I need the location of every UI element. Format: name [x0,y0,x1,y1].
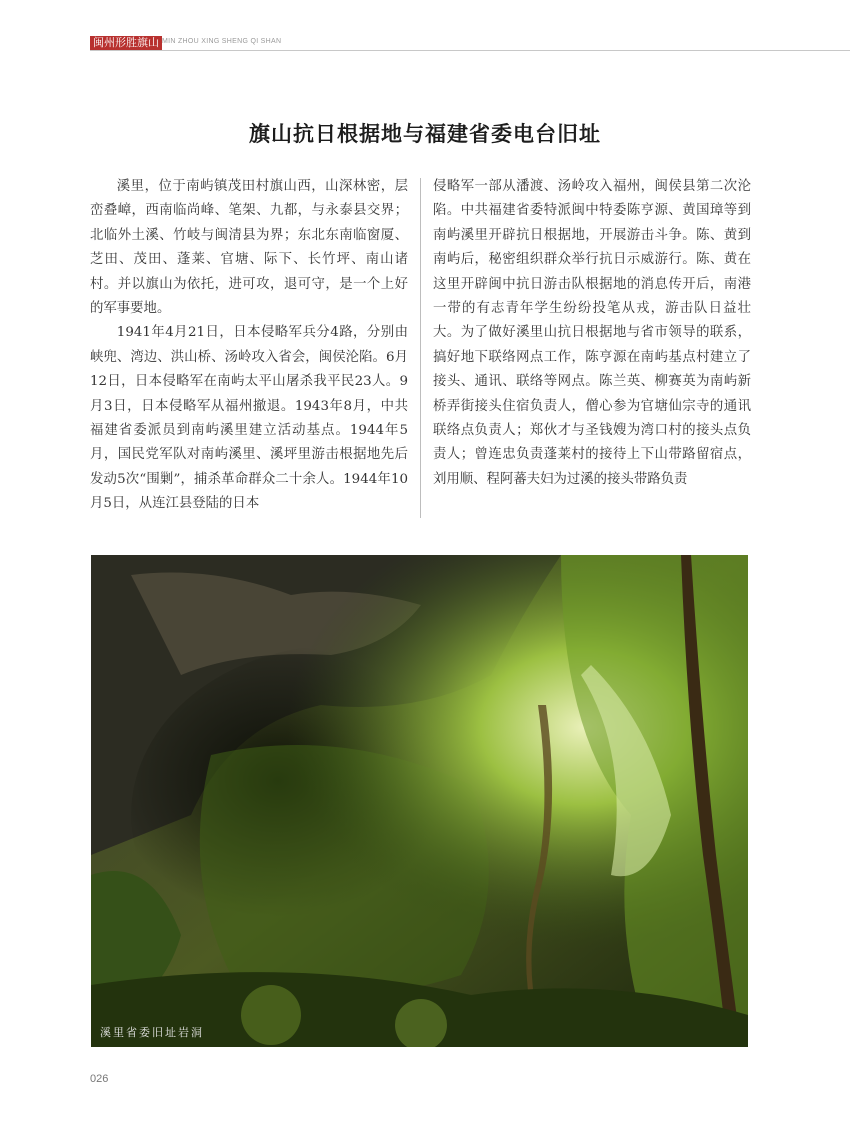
right-column [433,175,751,492]
paragraph: 溪里，位于南屿镇茂田村旗山西，山深林密，层峦叠嶂，西南临尚峰、笔架、九都，与永泰县交界；北临外土溪、竹岐与闽清县为界；东北东南临窗厦、芝田、茂田、蓬莱、官塘、际下、长竹坪、南山诸村。并以旗山为依托，进可攻，退可守，是一个上好的军事要地。 [90,179,408,317]
cave-photo-illustration [91,555,748,1047]
article-title: 旗山抗日根据地与福建省委电台旧址 [249,122,601,146]
paragraph: 侵略军一部从潘渡、汤岭攻入福州，闽侯县第二次沦陷。中共福建省委特派闽中特委陈亨源、黄国璋等到南屿溪里开辟抗日根据地，开展游击斗争。陈、黄到南屿后，秘密组织群众举行抗日示威游行。陈、黄在这里开辟闽中抗日游击队根据地的消息传开后，南港一带的有志青年学生纷纷投笔从戎，游击队日益壮大。为了做好溪里山抗日根据地与省市领导的联系，搞好地下联络网点工作，陈亨源在南屿基点村建立了接头、通讯、联络等网点。陈兰英、柳赛英为南屿新桥弄街接头住宿负责人，僧心参为官塘仙宗寺的通讯联络点负责人；郑伙才与圣钱嫂为湾口村的接头点负责人；曾连忠负责蓬莱村的接待上下山带路留宿点，刘用顺、程阿蕃夫妇为过溪的接头带路负责 [433,179,751,487]
paragraph: 1941年4月21日，日本侵略军兵分4路，分别由峡兜、湾边、洪山桥、汤岭攻入省会，闽侯沦陷。6月12日，日本侵略军在南屿太平山屠杀我平民23人。9月3日，日本侵略军从福州撤退。1943年8月，中共福建省委派员到南屿溪里建立活动基点。1944年5月，国民党军队对南屿溪里、溪坪里游击根据地先后发动5次“围剿”，捕杀革命群众二十余人。1944年10月5日，从连江县登陆的日本 [90,325,408,512]
photo-caption: 溪里省委旧址岩洞 [100,1026,204,1039]
cave-photo [91,555,748,1047]
page-number: 026 [90,1073,109,1085]
header-rule [90,50,850,51]
section-subtitle: MIN ZHOU XING SHENG QI SHAN [162,38,282,45]
left-column [90,175,408,517]
section-tag: 闽州形胜旗山 [90,36,162,51]
column-divider [420,178,421,518]
running-header [90,36,850,52]
